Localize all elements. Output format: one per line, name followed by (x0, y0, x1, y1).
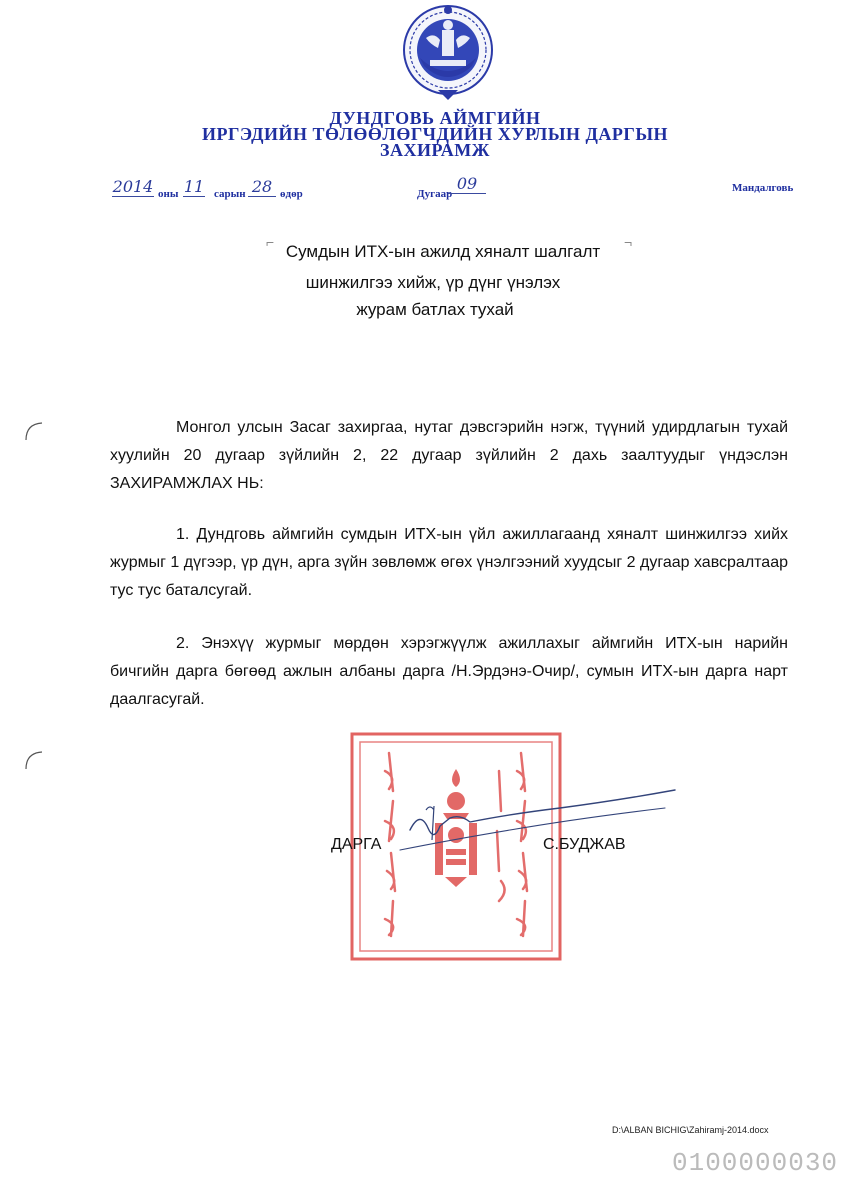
number-label: Дугаар (417, 188, 453, 200)
place-label: Мандалговь (732, 182, 794, 194)
date-year: 2014 (112, 177, 154, 196)
subject-bracket-left: ⌐ (266, 234, 275, 250)
punch-hole-icon (22, 749, 44, 771)
signatory-title: ДАРГА (331, 836, 382, 853)
file-path-label: D:\ALBAN BICHIG\Zahiramj-2014.docx (612, 1125, 769, 1135)
body-item-2-paragraph (110, 630, 788, 714)
body-item-1-text: 1. Дундговь аймгийн сумдын ИТХ-ын үйл ажиллагаанд хяналт шинжилгээ хийх журмыг 1 дүгээр, үр дүн, арга зүйн зөвлөмж өгөх үнэлгээний хуудсыг 2 дугаар хавсралтаар тус тус баталсугай. (110, 526, 788, 599)
body-item-2-text: 2. Энэхүү журмыг мөрдөн хэрэгжүүлж ажиллахыг аймгийн ИТХ-ын нарийн бичгийн дарга бөгөөд ажлын албаны дарга /Н.Эрдэнэ-Очир/, сумын ИТХ-ын дарга нарт даалгасугай. (110, 635, 788, 708)
decree-number: 09 (448, 174, 486, 194)
punch-hole-icon (22, 420, 44, 442)
header-line-aimag: ДУНДГОВЬ АЙМГИЙН (329, 108, 541, 128)
header-line-council: ИРГЭДИЙН ТӨЛӨӨЛӨГЧДИЙН ХУРЛЫН ДАРГЫН (201, 124, 668, 144)
subject-line-3: журам батлах тухай (356, 300, 514, 319)
serial-number-stamp: 0100000030 (672, 1148, 839, 1178)
header-line-decree: ЗАХИРАМЖ (380, 140, 490, 160)
state-emblem-icon (400, 4, 496, 104)
subject-line-1: Сумдын ИТХ-ын ажилд хяналт шалгалт (285, 242, 601, 261)
handwritten-signature-icon (390, 770, 680, 880)
day-suffix-label: өдөр (280, 188, 303, 200)
body-intro-paragraph (110, 414, 788, 498)
year-suffix-label: оны (158, 188, 179, 200)
body-intro-text: Монгол улсын Засаг захиргаа, нутаг дэвсгэрийн нэгж, түүний удирдлагын тухай хуулийн 20 дугаар зүйлийн 2, 22 дугаар зүйлийн 2 дахь заалтуудыг үндэслэн ЗАХИРАМЖЛАХ НЬ: (110, 419, 788, 492)
subject-bracket-right: ¬ (624, 234, 633, 250)
subject-line-2: шинжилгээ хийж, үр дүнг үнэлэх (305, 273, 561, 292)
date-day: 28 (248, 177, 276, 197)
body-item-1-paragraph (110, 521, 788, 605)
month-suffix-label: сарын (214, 188, 246, 200)
signatory-name: С.БУДЖАВ (543, 836, 626, 853)
date-month: 11 (183, 177, 205, 196)
